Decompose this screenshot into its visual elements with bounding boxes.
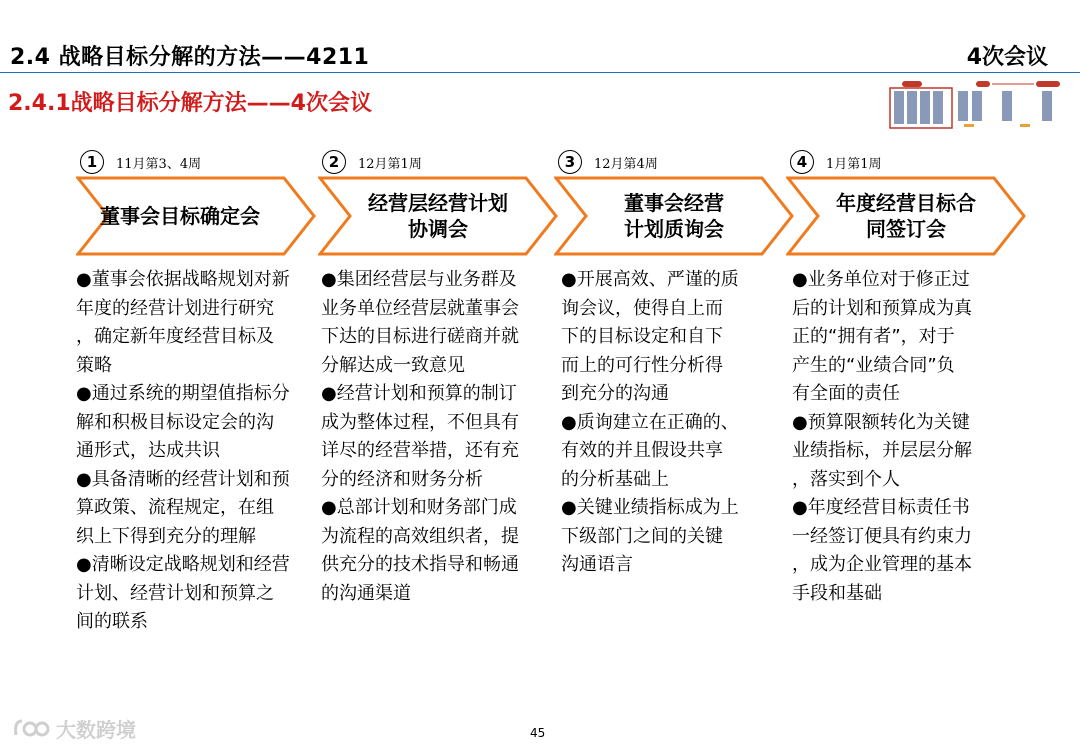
step-header bbox=[76, 148, 316, 176]
section-subtitle: 2.4.1战略目标分解方法——4次会议 bbox=[8, 91, 372, 116]
step-title: 年度经营目标合 同签订会 bbox=[836, 191, 976, 241]
step-number-badge: 1 bbox=[80, 150, 104, 174]
process-step bbox=[76, 148, 316, 632]
step-title: 董事会经营 计划质询会 bbox=[624, 191, 724, 241]
step-number-badge: 2 bbox=[322, 150, 346, 174]
step-title: 经营层经营计划 协调会 bbox=[368, 191, 508, 241]
step-date: 12月第4周 bbox=[594, 157, 658, 172]
step-header bbox=[554, 148, 794, 176]
step-date: 1月第1周 bbox=[826, 157, 882, 172]
step-description: ●集团经营层与业务群及 业务单位经营层就董事会 下达的目标进行磋商并就 分解达成一致意见 ●经营计划和预算的制订 成为整体过程，不但具有 详尽的经营举措，还有充 分的经济和财务分析 ●总部计划和财务部门成 为流程的高效组织者，提 供充分的技术指导和畅通 的沟通渠道 bbox=[321, 269, 519, 604]
step-description: ●开展高效、严谨的质 询会议，使得自上而 下的目标设定和自下 而上的可行性分析得 到充分的沟通 ●质询建立在正确的、 有效的并且假设共享 的分析基础上 ●关键业绩指标成为上 下级部门之间的关键 沟通语言 bbox=[561, 269, 739, 575]
page-title: 2.4 战略目标分解的方法——4211 bbox=[10, 45, 370, 70]
step-date: 12月第1周 bbox=[358, 157, 422, 172]
logo-text: 大数跨境 bbox=[56, 718, 136, 742]
title-divider bbox=[0, 72, 1080, 73]
step-header bbox=[318, 148, 558, 176]
thumbnail-diagram bbox=[888, 80, 1073, 132]
process-step bbox=[318, 148, 558, 604]
step-number-badge: 3 bbox=[558, 150, 582, 174]
step-number-badge: 4 bbox=[790, 150, 814, 174]
process-step bbox=[554, 148, 794, 575]
step-title: 董事会目标确定会 bbox=[100, 204, 260, 228]
process-step bbox=[786, 148, 1026, 604]
watermark-logo bbox=[12, 714, 136, 743]
logo-icon bbox=[12, 717, 52, 741]
corner-label: 4次会议 bbox=[966, 45, 1048, 70]
step-date: 11月第3、4周 bbox=[116, 157, 202, 172]
step-description: ●业务单位对于修正过 后的计划和预算成为真 正的“拥有者”，对于 产生的“业绩合同”负 有全面的责任 ●预算限额转化为关键 业绩指标，并层层分解 ，落实到个人 ●年度经营目标责任书 一经签订便具有约束力 ，成为企业管理的基本 手段和基础 bbox=[792, 269, 972, 604]
step-description: ●董事会依据战略规划对新 年度的经营计划进行研究 ，确定新年度经营目标及 策略 ●通过系统的期望值指标分 解和积极目标设定会的沟 通形式，达成共识 ●具备清晰的经营计划和预 算政策、流程规定，在组 织上下得到充分的理解 ●清晰设定战略规划和经营 计划、经营计划和预算之 间的联系 bbox=[76, 269, 290, 632]
page-number: 45 bbox=[530, 726, 546, 740]
step-header bbox=[786, 148, 1026, 176]
